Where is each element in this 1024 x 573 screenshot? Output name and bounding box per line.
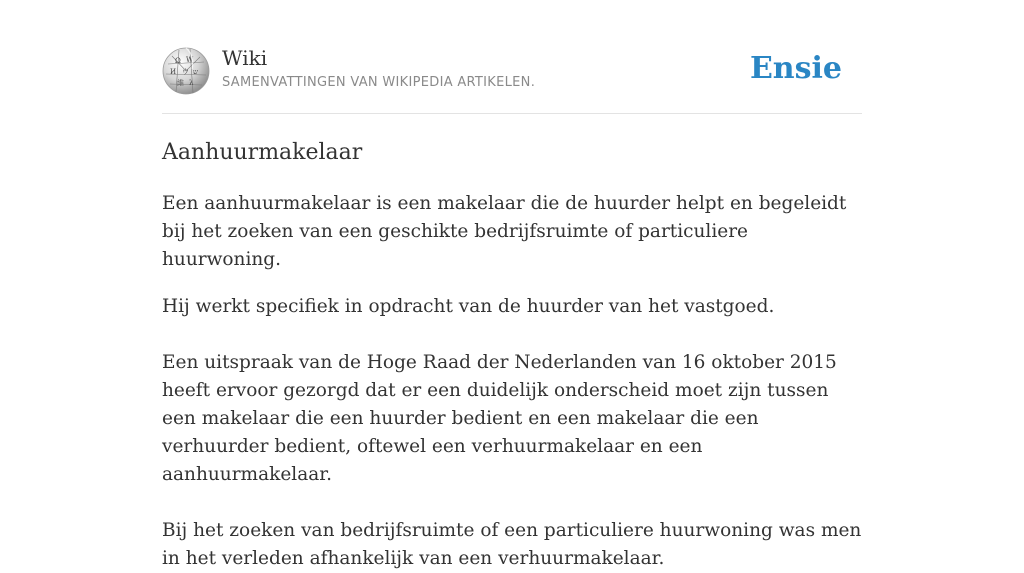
article-paragraph: Een uitspraak van de Hoge Raad der Nederlanden van 16 oktober 2015 heeft ervoor gezorgd dat er een duidelijk onderscheid moet zijn tussen een makelaar die een huurder bedient en een makelaar die een verhuurder bedient, oftewel een verhuurmakelaar en een aanhuurmakelaar.: [162, 352, 837, 485]
site-name[interactable]: Wiki: [222, 46, 268, 70]
svg-text:維: 維: [177, 79, 184, 87]
svg-text:И: И: [170, 68, 177, 76]
svg-text:λ: λ: [189, 79, 194, 87]
site-tagline: SAMENVATTINGEN VAN WIKIPEDIA ARTIKELEN.: [222, 75, 536, 90]
site-header: [162, 0, 862, 114]
article-paragraph: Een aanhuurmakelaar is een makelaar die de huurder helpt en begeleidt bij het zoeken van een geschikte bedrijfsruimte of particuliere huurwoning.: [162, 193, 847, 270]
svg-text:W: W: [186, 56, 194, 64]
ensie-brand-logo[interactable]: Ensie: [749, 51, 842, 86]
article-paragraph: Hij werkt specifiek in opdracht van de huurder van het vastgoed.: [162, 296, 775, 317]
article-paragraph: Bij het zoeken van bedrijfsruimte of een particuliere huurwoning was men in het verleden afhankelijk van een verhuurmakelaar.: [162, 520, 862, 569]
content-container: [162, 0, 862, 569]
article-title: Aanhuurmakelaar: [162, 140, 363, 165]
svg-text:ש: ש: [193, 68, 198, 76]
svg-text:ウ: ウ: [182, 68, 189, 76]
article: [162, 136, 862, 573]
wikipedia-globe-icon[interactable]: [162, 47, 210, 95]
svg-text:Ω: Ω: [175, 57, 181, 65]
